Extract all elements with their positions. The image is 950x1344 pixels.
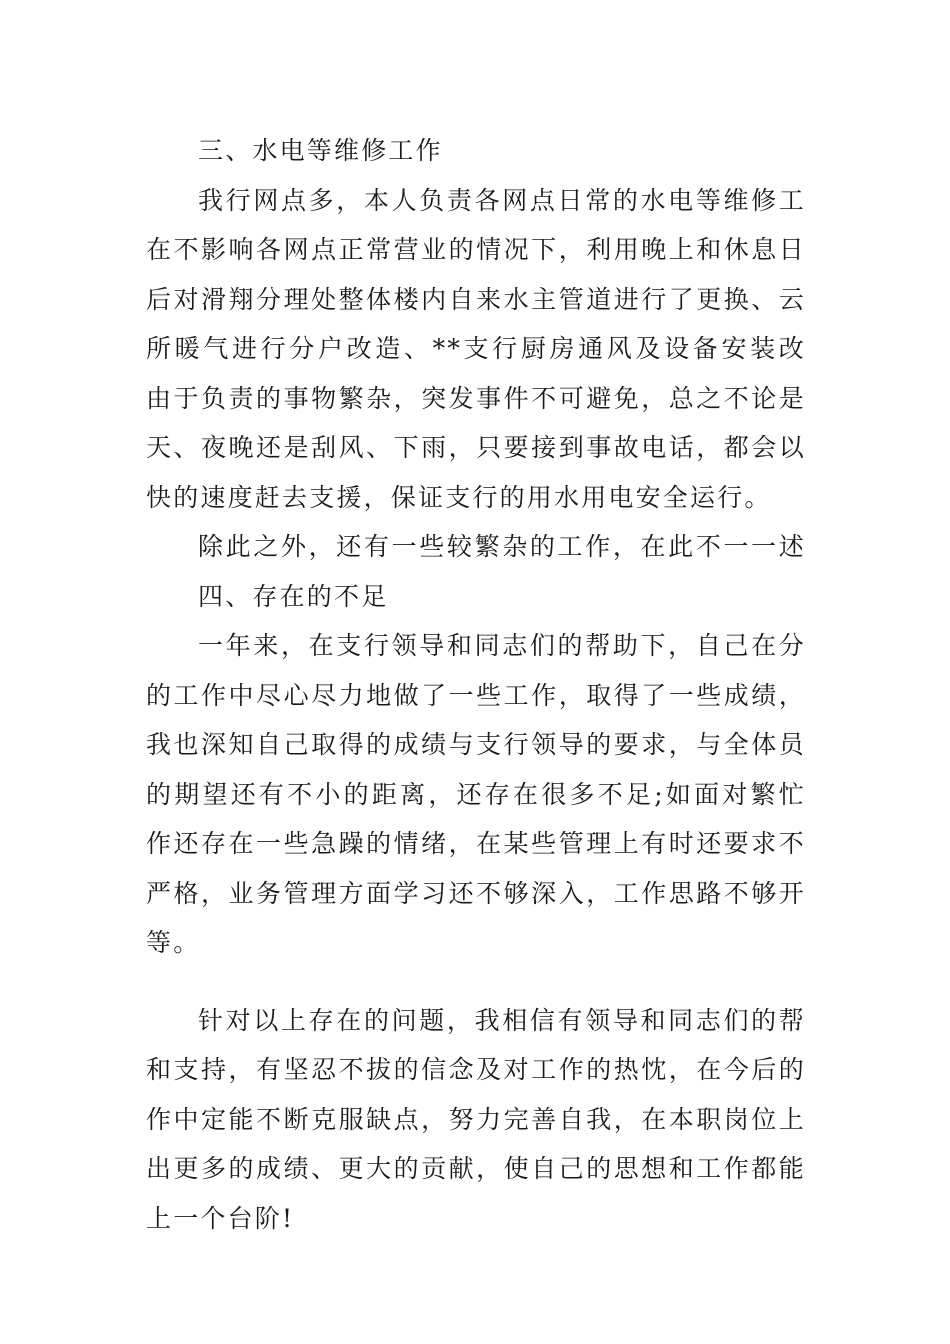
document-body [146,126,806,1243]
paragraph-line: 上一个台阶! [146,1203,295,1233]
paragraph-line: 由于负责的事物繁杂，突发事件不可避免，总之不论是 [146,383,806,413]
paragraph-line: 作中定能不断克服缺点，努力完善自我，在本职岗位上 [146,1104,806,1134]
paragraph-line: 天、夜晚还是刮风、下雨，只要接到事故电话，都会以 [146,433,806,462]
paragraph-line: 一年来，在支行领导和同志们的帮助下，自己在分 [198,631,806,660]
paragraph-line: 在不影响各网点正常营业的情况下，利用晚上和休息日 [146,235,806,264]
paragraph-line: 我也深知自己取得的成绩与支行领导的要求，与全体员 [146,730,806,759]
paragraph-line: 我行网点多，本人负责各网点日常的水电等维修工 [198,185,806,215]
section-heading-repair: 三、水电等维修工作 [198,136,443,165]
paragraph-line: 的期望还有不小的距离，还存在很多不足;如面对繁忙 [146,779,806,809]
paragraph-line: 所暖气进行分户改造、**支行厨房通风及设备安装改 [146,334,806,363]
paragraph-line: 和支持，有坚忍不拔的信念及对工作的热忱，在今后的 [146,1055,806,1084]
paragraph-line: 快的速度赶去支援，保证支行的用水用电安全运行。 [146,482,772,512]
paragraph-line: 等。 [146,928,201,957]
paragraph-gap [146,968,806,996]
paragraph-line: 出更多的成绩、更大的贡献，使自己的思想和工作都能 [146,1154,806,1183]
paragraph-line: 的工作中尽心尽力地做了一些工作，取得了一些成绩， [146,680,806,710]
paragraph-line: 针对以上存在的问题，我相信有领导和同志们的帮 [198,1005,806,1035]
paragraph-line: 后对滑翔分理处整体楼内自来水主管道进行了更换、云 [146,284,806,314]
section-heading-shortcomings: 四、存在的不足 [198,581,389,611]
paragraph-line: 作还存在一些急躁的情绪，在某些管理上有时还要求不 [146,829,806,858]
paragraph-line: 严格，业务管理方面学习还不够深入，工作思路不够开 [146,878,806,908]
paragraph-line: 除此之外，还有一些较繁杂的工作，在此不一一述 [198,532,806,561]
